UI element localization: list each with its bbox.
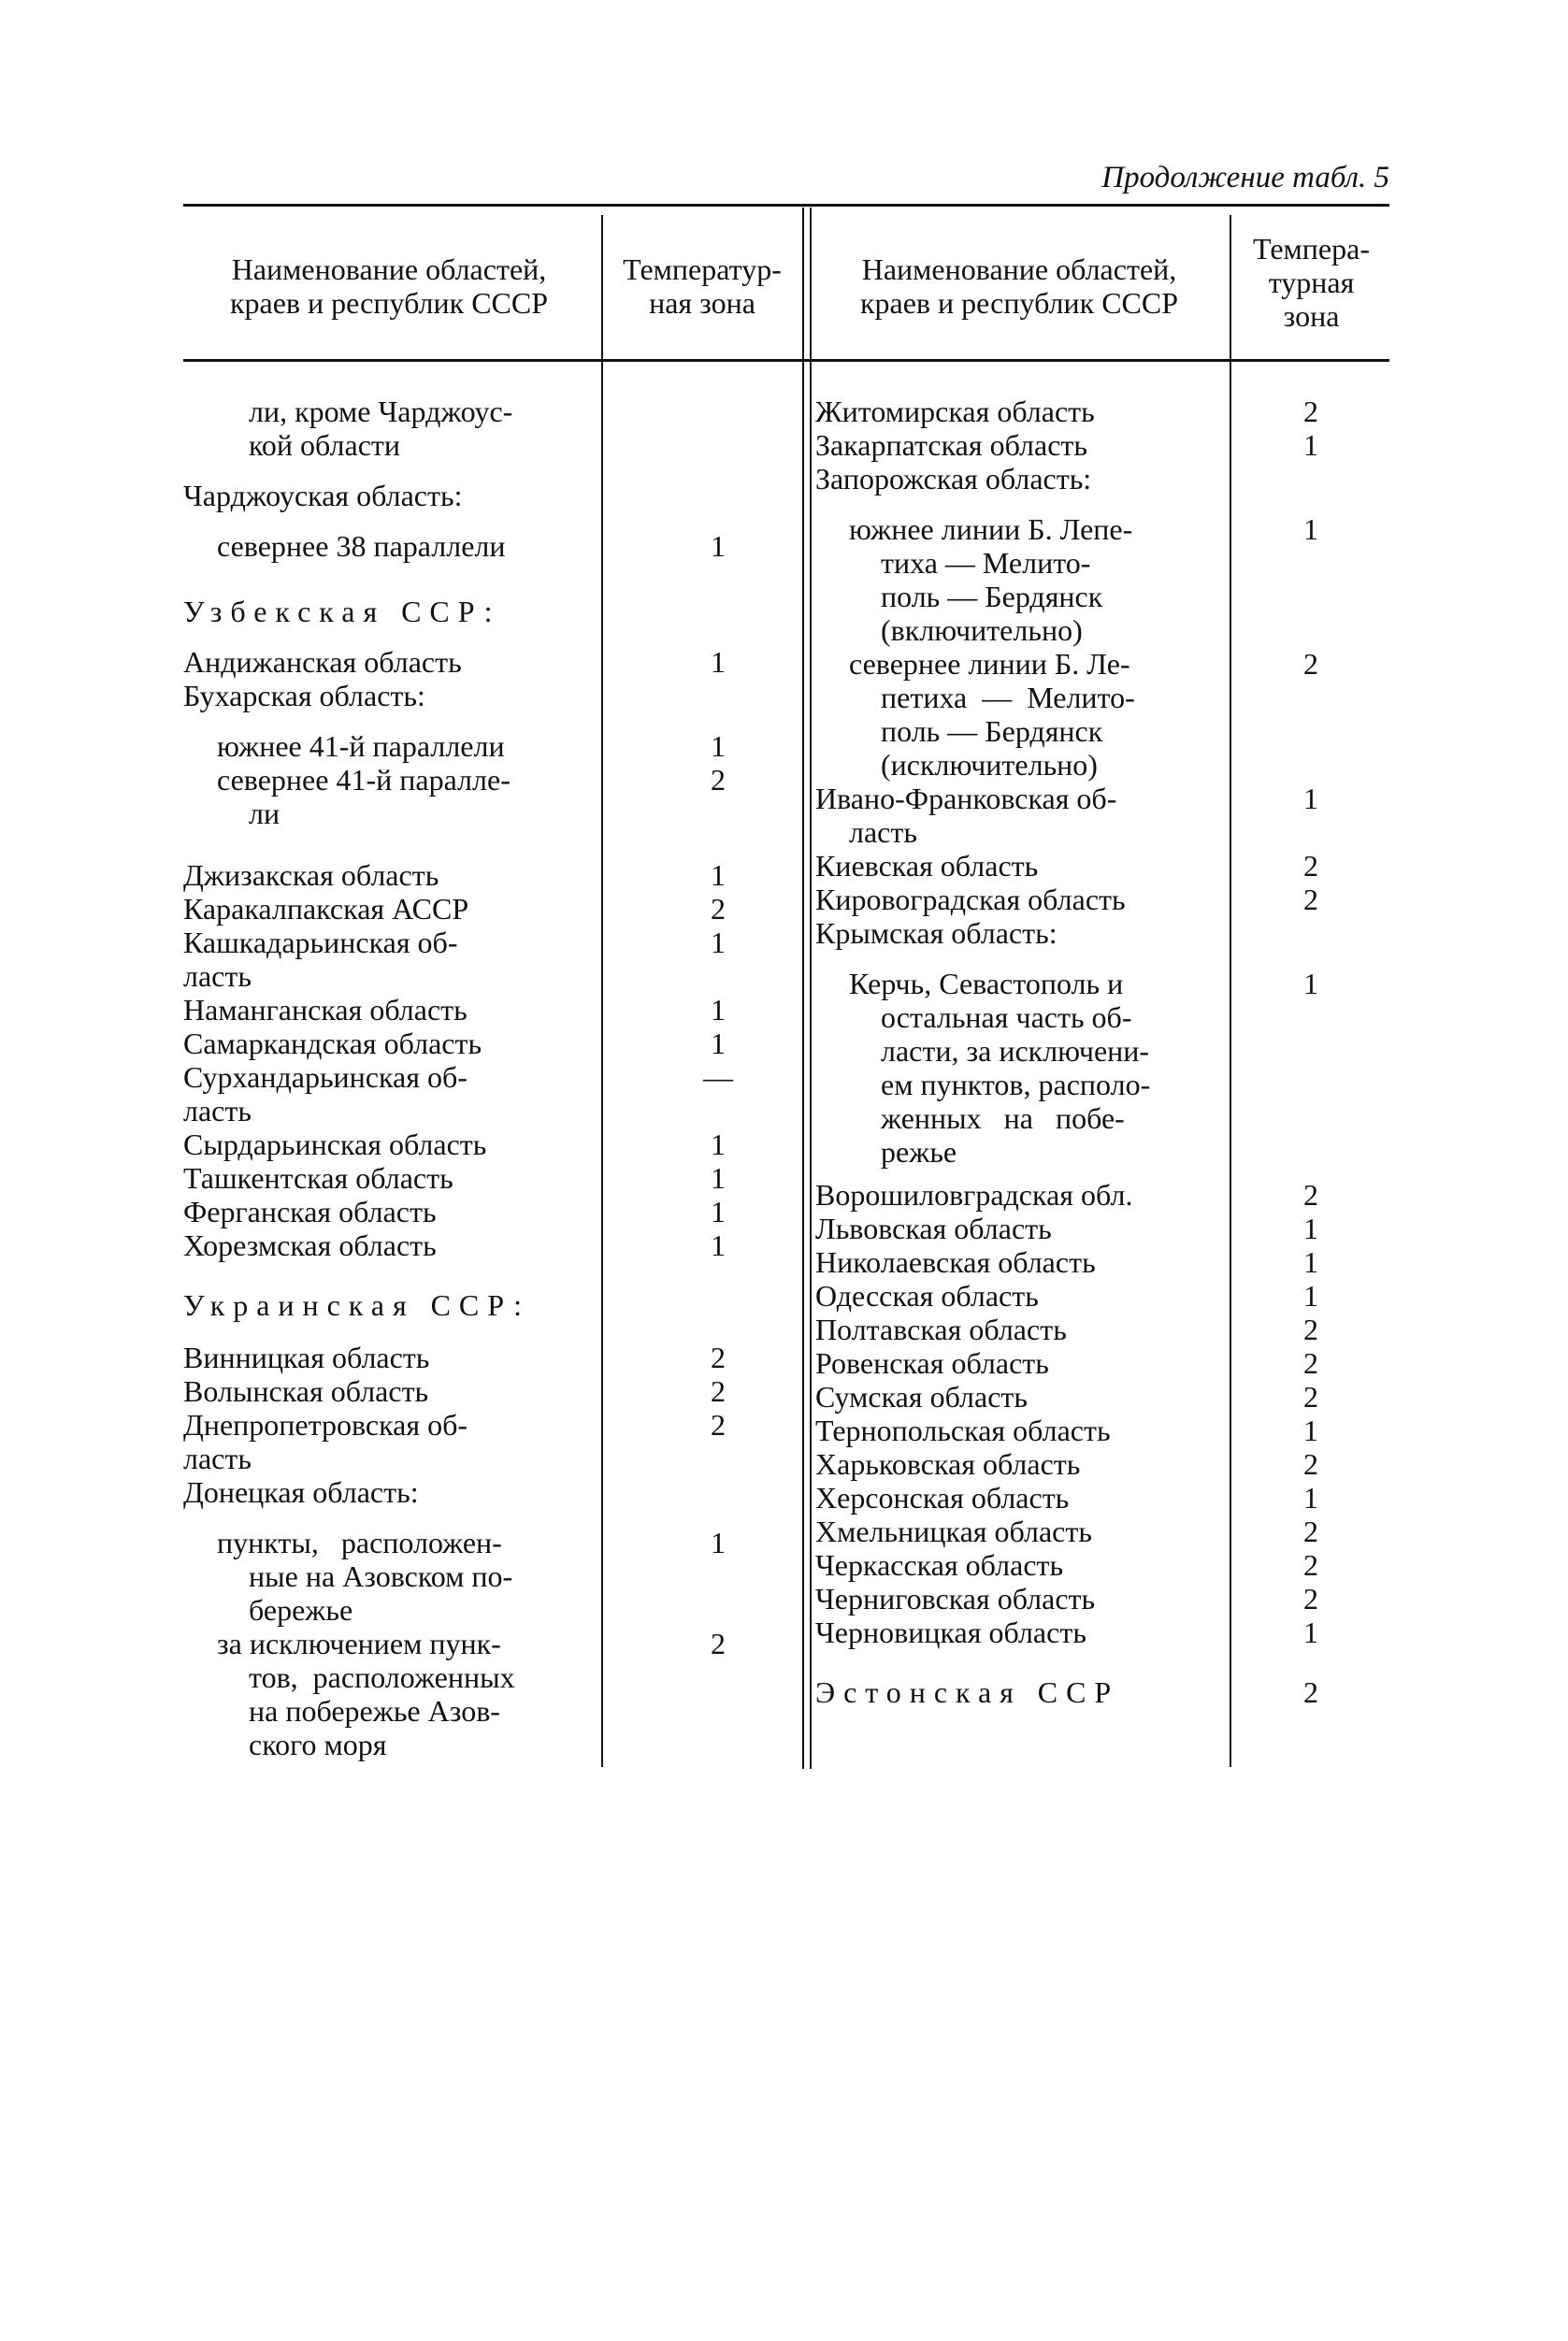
list-item: Ворошиловградская обл.: [815, 1178, 1133, 1212]
column-divider-3: [1230, 215, 1231, 1767]
list-item: Одесская область: [815, 1279, 1039, 1313]
list-item: севернее линии Б. Ле-: [849, 647, 1130, 681]
zone-value: 2: [1303, 1178, 1318, 1212]
header-line: зона: [1283, 299, 1340, 333]
list-item: Киевская область: [815, 849, 1039, 883]
list-item: Волынская область: [183, 1374, 429, 1408]
list-item: Узбекская ССР:: [183, 595, 501, 628]
header-zone-left: [606, 252, 798, 320]
zone-value: 2: [711, 1341, 726, 1374]
list-item: ли: [249, 797, 281, 830]
header-name-left: [183, 252, 595, 320]
list-item: Каракалпакская АССР: [183, 892, 469, 926]
zone-value: 2: [711, 1408, 726, 1442]
header-line: краев и республик СССР: [859, 286, 1179, 320]
list-item: Керчь, Севастополь и: [849, 967, 1124, 1000]
list-item: Чарджоуская область:: [183, 479, 463, 512]
list-item: Черкасская область: [815, 1548, 1064, 1582]
list-item: на побережье Азов-: [249, 1694, 500, 1728]
zone-value: 1: [1303, 1279, 1318, 1313]
zone-value: 2: [1303, 1313, 1318, 1346]
zone-value: 2: [711, 892, 726, 926]
header-line: Наименование областей,: [231, 252, 547, 286]
list-item: Запорожская область:: [815, 462, 1092, 495]
list-item: Сумская область: [815, 1380, 1028, 1414]
zone-value: 1: [711, 1127, 726, 1161]
table-top-rule: [183, 204, 1389, 207]
zone-value: 1: [1303, 512, 1318, 546]
list-item: Днепропетровская об-: [183, 1408, 468, 1442]
list-item: петиха — Мелито-: [881, 681, 1135, 714]
list-item: тов, расположенных: [249, 1660, 515, 1694]
zone-value: 1: [1303, 1245, 1318, 1279]
list-item: Закарпатская область: [815, 428, 1087, 462]
list-item: Самаркандская область: [183, 1027, 482, 1060]
list-item: Наманганская область: [183, 993, 468, 1027]
column-divider-1: [601, 215, 603, 1767]
header-line: Темпера-: [1253, 232, 1370, 266]
list-item: ласть: [183, 959, 252, 993]
list-item: Полтавская область: [815, 1313, 1067, 1346]
zone-value: 1: [1303, 1212, 1318, 1245]
zone-value: 2: [1303, 647, 1318, 681]
list-item: южнее 41-й параллели: [217, 729, 505, 763]
zone-value: —: [703, 1060, 733, 1094]
list-item: ласти, за исключени-: [881, 1034, 1150, 1068]
zone-value: 1: [711, 645, 726, 679]
header-zone-right: [1233, 232, 1389, 333]
zone-value: 1: [711, 1526, 726, 1559]
list-item: остальная часть об-: [881, 1000, 1132, 1034]
list-item: Тернопольская область: [815, 1414, 1111, 1447]
list-item: Харьковская область: [815, 1447, 1081, 1481]
zone-value: 2: [1303, 1675, 1318, 1709]
list-item: Хорезмская область: [183, 1228, 437, 1262]
zone-value: 1: [711, 1228, 726, 1262]
list-item: Черниговская область: [815, 1582, 1096, 1616]
list-item: южнее линии Б. Лепе-: [849, 512, 1133, 546]
list-item: Донецкая область:: [183, 1475, 419, 1509]
list-item: режье: [881, 1135, 957, 1169]
zone-value: 2: [1303, 1447, 1318, 1481]
zone-value: 2: [1303, 395, 1318, 428]
list-item: Андижанская область: [183, 645, 462, 679]
header-name-right: [813, 252, 1225, 320]
zone-value: 2: [1303, 849, 1318, 883]
zone-value: 1: [711, 1027, 726, 1060]
list-item: Джизакская область: [183, 858, 439, 892]
list-item: ласть: [183, 1442, 252, 1475]
list-item: ли, кроме Чарджоус-: [249, 395, 513, 428]
zone-value: 1: [1303, 1616, 1318, 1649]
list-item: Ивано-Франковская об-: [815, 782, 1117, 815]
header-line: краев и республик СССР: [229, 286, 549, 320]
zone-value: 1: [1303, 1414, 1318, 1447]
zone-value: 2: [1303, 883, 1318, 916]
list-item: ласть: [849, 815, 917, 849]
zone-value: 1: [711, 729, 726, 763]
zone-value: 2: [1303, 1582, 1318, 1616]
header-line: турная: [1268, 266, 1355, 299]
zone-value: 2: [711, 1374, 726, 1408]
list-item: Львовская область: [815, 1212, 1052, 1245]
list-item: кой области: [249, 428, 401, 462]
zone-value: 2: [1303, 1515, 1318, 1548]
list-item: Эстонская ССР: [815, 1675, 1120, 1709]
list-item: (включительно): [881, 613, 1083, 647]
zone-value: 1: [1303, 782, 1318, 815]
list-item: поль — Бердянск: [881, 580, 1103, 613]
zone-value: 1: [1303, 967, 1318, 1000]
list-item: Ровенская область: [815, 1346, 1049, 1380]
zone-value: 1: [711, 529, 726, 563]
list-item: Бухарская область:: [183, 679, 425, 712]
zone-value: 1: [1303, 428, 1318, 462]
list-item: (исключительно): [881, 748, 1098, 782]
column-divider-2-right: [810, 208, 812, 1769]
zone-value: 1: [711, 993, 726, 1027]
list-item: Винницкая область: [183, 1341, 430, 1374]
list-item: севернее 38 параллели: [217, 529, 506, 563]
list-item: Сурхандарьинская об-: [183, 1060, 468, 1094]
zone-value: 2: [1303, 1380, 1318, 1414]
list-item: Кировоградская область: [815, 883, 1126, 916]
zone-value: 1: [711, 926, 726, 959]
list-item: ского моря: [249, 1728, 387, 1761]
list-item: ные на Азовском по-: [249, 1559, 513, 1593]
zone-value: 2: [1303, 1548, 1318, 1582]
list-item: Черновицкая область: [815, 1616, 1086, 1649]
list-item: Кашкадарьинская об-: [183, 926, 458, 959]
list-item: Николаевская область: [815, 1245, 1096, 1279]
list-item: ем пунктов, располо-: [881, 1068, 1151, 1101]
list-item: Житомирская область: [815, 395, 1095, 428]
list-item: пункты, расположен-: [217, 1526, 502, 1559]
list-item: Украинская ССР:: [183, 1288, 530, 1322]
zone-value: 1: [711, 858, 726, 892]
list-item: Крымская область:: [815, 916, 1057, 950]
header-line: ная зона: [649, 286, 755, 320]
list-item: Ташкентская область: [183, 1161, 453, 1195]
list-item: севернее 41-й паралле-: [217, 763, 511, 797]
zone-value: 2: [711, 763, 726, 797]
list-item: Сырдарьинская область: [183, 1127, 487, 1161]
header-bottom-rule: [183, 359, 1389, 362]
list-item: тиха — Мелито-: [881, 546, 1091, 580]
header-line: Наименование областей,: [861, 252, 1177, 286]
zone-value: 1: [1303, 1481, 1318, 1515]
zone-value: 2: [711, 1627, 726, 1660]
list-item: бережье: [249, 1593, 353, 1627]
list-item: Ферганская область: [183, 1195, 437, 1228]
list-item: поль — Бердянск: [881, 714, 1103, 748]
list-item: ласть: [183, 1094, 252, 1127]
column-divider-2-left: [802, 208, 804, 1769]
zone-value: 1: [711, 1161, 726, 1195]
list-item: за исключением пунк-: [217, 1627, 501, 1660]
table-caption: Продолжение табл. 5: [1101, 161, 1389, 194]
zone-value: 1: [711, 1195, 726, 1228]
zone-value: 2: [1303, 1346, 1318, 1380]
list-item: Хмельницкая область: [815, 1515, 1092, 1548]
header-line: Температур-: [623, 252, 782, 286]
list-item: женных на побе-: [881, 1101, 1125, 1135]
list-item: Херсонская область: [815, 1481, 1070, 1515]
